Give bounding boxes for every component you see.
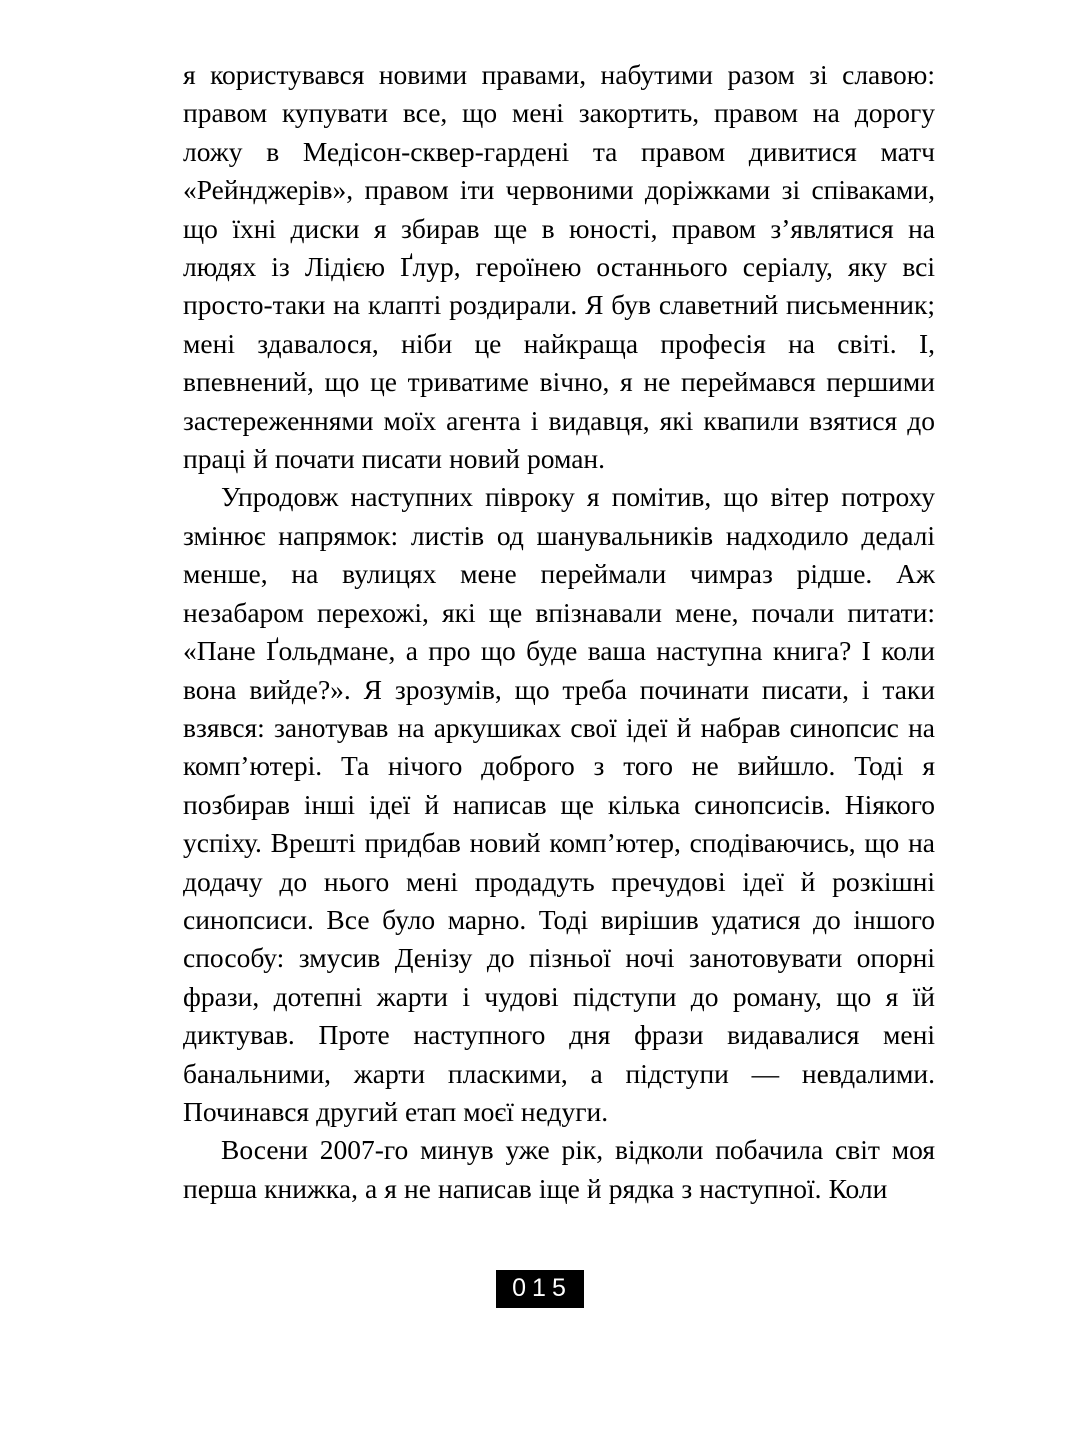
page-number: 015 — [496, 1270, 584, 1308]
paragraph-1: я користувався новими правами, набутими разом зі славою: правом купувати все, що мені закортить, правом на дорогу ложу в Медісон-сквер-гардені та правом дивитися матч «Рейнджерів», правом іти червоними доріжками зі співаками, що їхні диски я збирав ще в юності, правом з’являтися на людях із Лідією Ґлур, героїнею останнього серіалу, яку всі просто-таки на клапті роздирали. Я був славетний письменник; мені здавалося, ніби це найкраща професія на світі. І, впевнений, що це триватиме вічно, я не переймався першими застереженнями моїх агента і видавця, які квапили взятися до праці й почати писати новий роман. — [183, 59, 935, 475]
paragraph-3: Восени 2007-го минув уже рік, відколи побачила світ моя перша книжка, а я не написав іще й рядка з наступної. Коли — [183, 1134, 935, 1204]
page-footer — [0, 1270, 1080, 1308]
body-text-column — [183, 56, 935, 1208]
paragraph-2: Упродовж наступних півроку я помітив, що вітер потроху змінює напрямок: листів од шанувальників надходило дедалі менше, на вулицях мене переймали чимраз рідше. Аж незабаром перехожі, які ще впізнавали мене, почали питати: «Пане Ґольдмане, а про що буде ваша наступна книга? І коли вона вийде?». Я зрозумів, що треба починати писати, і таки взявся: занотував на аркушиках свої ідеї й набрав синопсис на комп’ютері. Та нічого доброго з того не вийшло. Тоді я позбирав інші ідеї й написав ще кілька синопсисів. Ніякого успіху. Врешті придбав новий комп’ютер, сподіваючись, що на додачу до нього мені продадуть пречудові ідеї й розкішні синопсиси. Все було марно. Тоді вирішив удатися до іншого способу: змусив Денізу до пізньої ночі занотовувати опорні фрази, дотепні жарти і чудові підступи до роману, що я їй диктував. Проте наступного дня фрази видавалися мені банальними, жарти пласкими, а підступи — невдалими. Починався другий етап моєї недуги. — [183, 481, 935, 1127]
